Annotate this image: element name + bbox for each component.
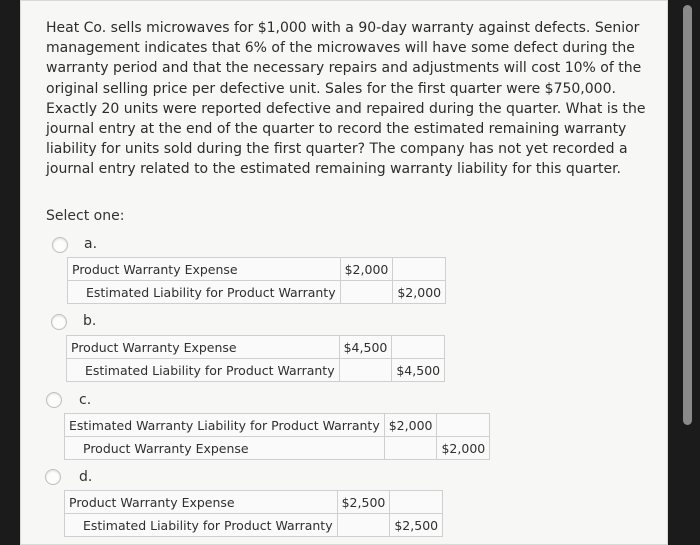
option-c-letter: c.	[79, 392, 92, 408]
option-a-radio[interactable]	[52, 237, 68, 253]
option-a-credit-row	[68, 281, 446, 304]
option-a-journal-entry	[67, 257, 446, 304]
option-b-debit-account: Product Warranty Expense	[67, 336, 340, 359]
scrollbar[interactable]	[683, 5, 692, 425]
option-b-credit-row	[67, 359, 445, 382]
option-c-credit-debit-cell	[384, 437, 437, 460]
option-d-journal-entry	[64, 490, 443, 537]
select-one-label: Select one:	[46, 208, 125, 224]
option-a-debit-amount: $2,000	[340, 258, 393, 281]
option-a-credit-account: Estimated Liability for Product Warranty	[68, 281, 341, 304]
option-b-journal-entry	[66, 335, 445, 382]
option-b-credit-debit-cell	[339, 359, 392, 382]
option-c-debit-credit-cell	[437, 414, 490, 437]
option-c-debit-account: Estimated Warranty Liability for Product Warranty	[65, 414, 385, 437]
option-a-letter: a.	[84, 236, 98, 252]
option-c-credit-amount: $2,000	[437, 437, 490, 460]
option-d-debit-account: Product Warranty Expense	[65, 491, 338, 514]
option-a-debit-account: Product Warranty Expense	[68, 258, 341, 281]
option-d-debit-credit-cell	[390, 491, 443, 514]
option-c-radio[interactable]	[46, 392, 62, 408]
option-b-debit-credit-cell	[392, 336, 445, 359]
option-a-credit-amount: $2,000	[393, 281, 446, 304]
option-d-letter: d.	[79, 469, 93, 485]
option-d-credit-row	[65, 514, 443, 537]
option-b-debit-amount: $4,500	[339, 336, 392, 359]
option-d-debit-amount: $2,500	[337, 491, 390, 514]
option-a-credit-debit-cell	[340, 281, 393, 304]
option-a-debit-row	[68, 258, 446, 281]
option-a-debit-credit-cell	[393, 258, 446, 281]
option-d-credit-debit-cell	[337, 514, 390, 537]
option-b-debit-row	[67, 336, 445, 359]
option-d-radio[interactable]	[45, 469, 61, 485]
option-d-debit-row	[65, 491, 443, 514]
question-text: Heat Co. sells microwaves for $1,000 with a 90-day warranty against defects. Senior management indicates that 6% of the microwaves will have some defect during the warranty period and that the necessary repairs and adjustments will cost 10% of the original selling price per defective unit. Sales for the first quarter were $750,000. Exactly 20 units were reported defective and repaired during the quarter. What is the journal entry at the end of the quarter to record the estimated remaining warranty liability for units sold during the first quarter? The company has not yet recorded a journal entry related to the estimated remaining warranty liability for this quarter.	[46, 20, 646, 178]
option-c-credit-account: Product Warranty Expense	[65, 437, 385, 460]
option-c-debit-amount: $2,000	[384, 414, 437, 437]
option-c-debit-row	[65, 414, 490, 437]
option-d-credit-account: Estimated Liability for Product Warranty	[65, 514, 338, 537]
option-c-credit-row	[65, 437, 490, 460]
option-b-credit-account: Estimated Liability for Product Warranty	[67, 359, 340, 382]
option-b-credit-amount: $4,500	[392, 359, 445, 382]
option-d-credit-amount: $2,500	[390, 514, 443, 537]
option-b-radio[interactable]	[51, 314, 67, 330]
option-b-letter: b.	[83, 313, 97, 329]
option-c-journal-entry	[64, 413, 490, 460]
